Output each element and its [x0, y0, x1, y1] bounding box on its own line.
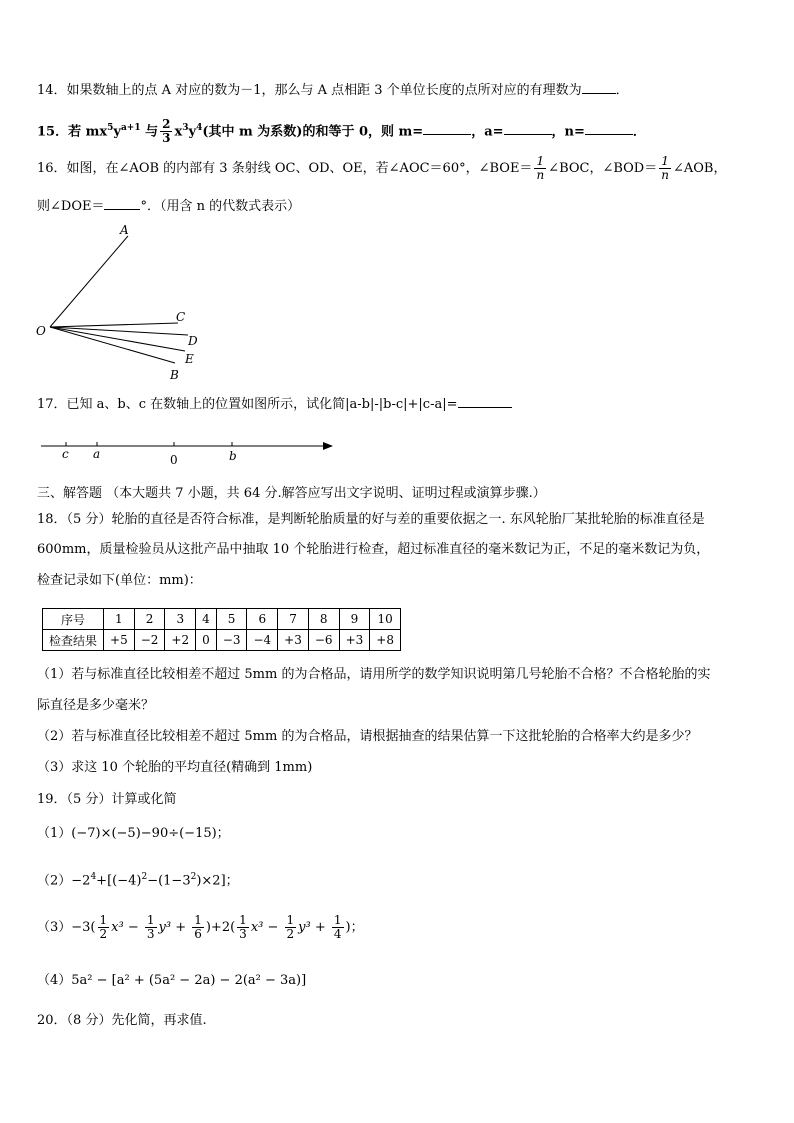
- table-row: 序号 1 2 3 4 5 6 7 8 9 10: [43, 609, 401, 630]
- table-row: 检查结果 +5 −2 +2 0 −3 −4 +3 −6 +3 +8: [43, 630, 401, 651]
- section-heading: 三、解答题 （本大题共 7 小题，共 64 分.解答应写出文字说明、证明过程或演算步骤.）: [37, 486, 546, 501]
- q18-part1b: 际直径是多少毫米？: [37, 698, 155, 713]
- q19-expr3: （3）−3( $\frac{1}{2}$ x³ − $\frac{1}{3}$ y³ + $\frac{1}{6}$ )+2( $\frac{1}{3}$ x³ − $\frac{1}{2}$ y³ + $\frac{1}{4}$ )；: [37, 913, 364, 941]
- label-a: A: [120, 223, 129, 237]
- label-b: B: [170, 368, 179, 382]
- q19-expr1: （1）(−7)×(−5)−90÷(−15)；: [37, 826, 230, 841]
- point-a: a: [93, 447, 101, 461]
- label-o: O: [36, 324, 46, 338]
- point-zero: 0: [170, 453, 178, 467]
- question-16-line1: 16．如图，在∠AOB 的内部有 3 条射线 OC、OD、OE，若∠AOC＝60°，∠BOE＝ $\frac{1}{n}$ ∠BOC，∠BOD＝ $\frac{1}{n}$ ∠AOB，: [37, 154, 727, 182]
- label-d: D: [188, 334, 198, 348]
- q15-blank-a: [504, 122, 552, 135]
- q15-fraction: $\frac{2}{3}$: [162, 117, 171, 146]
- question-17: 17．已知 a、b、c 在数轴上的位置如图所示，试化简|a-b|-|b-c|+|c-a|=: [37, 395, 512, 414]
- q19-expr2: $(2)-2^4+[(-4)^2-(1-3^2)\times 2]$；: [37, 872, 239, 889]
- arrow-icon: [323, 442, 333, 450]
- question-14: 14．如果数轴上的点 A 对应的数为－1，那么与 A 点相距 3 个单位长度的点所对应的有理数为 ．: [37, 83, 629, 98]
- q19-title: 19．（5 分）计算或化简: [37, 792, 177, 807]
- inspection-table: [42, 608, 401, 651]
- q15-blank-m: [423, 122, 471, 135]
- q18-part3: （3）求这 10 个轮胎的平均直径(精确到 1mm): [37, 760, 313, 775]
- q14-text: 14．如果数轴上的点 A 对应的数为－1，那么与 A 点相距 3 个单位长度的点所对应的有理数为: [37, 83, 582, 98]
- q18-part1a: （1）若与标准直径比较相差不超过 5mm 的为合格品，请用所学的数学知识说明第几号轮胎不合格？不合格轮胎的实: [37, 667, 711, 682]
- point-c: c: [62, 447, 69, 461]
- number-line: [35, 432, 340, 470]
- angle-figure: [30, 222, 210, 387]
- q18-line1: 18．（5 分）轮胎的直径是否符合标准，是判断轮胎质量的好与差的重要依据之一. 东风轮胎厂某批轮胎的标准直径是: [37, 512, 705, 527]
- label-e: E: [185, 352, 194, 366]
- q17-answer-blank: [458, 395, 512, 408]
- q14-answer-blank: [582, 81, 616, 94]
- label-c: C: [176, 310, 186, 324]
- q15-blank-n: [585, 122, 633, 135]
- q19-expr4: （4）5a² − [a² + (5a² − 2a) − 2(a² − 3a)]: [37, 973, 307, 988]
- q18-line3: 检查记录如下(单位：mm)：: [37, 573, 202, 588]
- ray-oc: [50, 323, 178, 327]
- q18-part2: （2）若与标准直径比较相差不超过 5mm 的为合格品，请根据抽查的结果估算一下这批轮胎的合格率大约是多少？: [37, 729, 698, 744]
- ray-oa: [50, 236, 128, 327]
- question-15: 15．若 $mx^5y^{a+1}$ 与 $\frac{2}{3}$ $x^3y^4$(其中 m 为系数)的和等于 0，则 m= ，a= ，n= ．: [37, 117, 646, 146]
- q20-title: 20．（8 分）先化简，再求值.: [37, 1013, 207, 1028]
- ray-ob: [50, 327, 175, 363]
- q16-answer-blank: [104, 197, 140, 210]
- question-16-line2: 则∠DOE＝ °．（用含 n 的代数式表示）: [37, 199, 301, 214]
- point-b: b: [229, 449, 237, 463]
- q18-line2: 600mm，质量检验员从这批产品中抽取 10 个轮胎进行检查，超过标准直径的毫米数记为正，不足的毫米数记为负，: [37, 542, 710, 557]
